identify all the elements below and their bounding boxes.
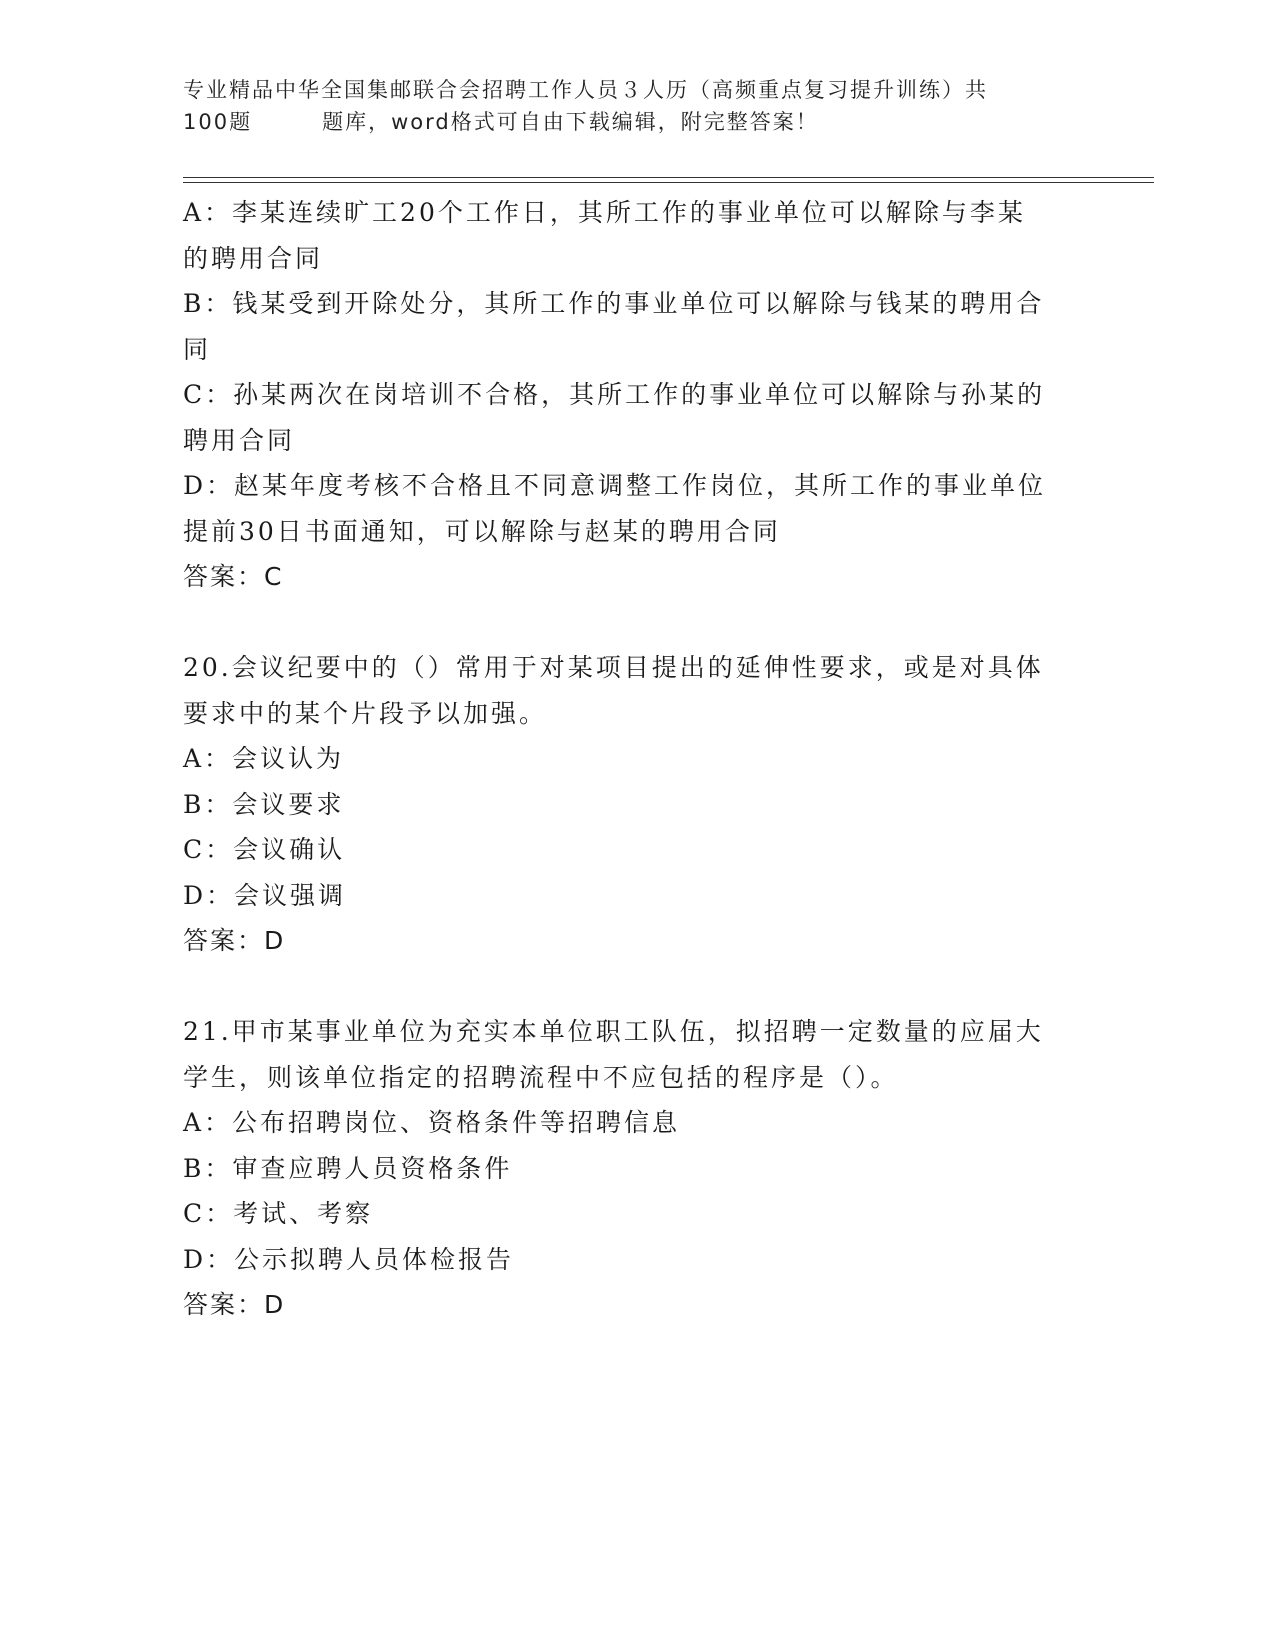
- option-c: C：孙某两次在岗培训不合格，其所工作的事业单位可以解除与孙某的: [183, 380, 1046, 409]
- header-count: 100题: [183, 110, 253, 134]
- option-a-cont: 的聘用合同: [183, 243, 324, 273]
- option-c-cont: 聘用合同: [183, 425, 296, 455]
- option-b: B：审查应聘人员资格条件: [183, 1153, 513, 1183]
- question-block-20: [183, 645, 1083, 964]
- header-divider-top: [183, 177, 1154, 178]
- option-c: C：考试、考察: [183, 1199, 374, 1228]
- option-b-cont: 同: [183, 334, 212, 364]
- option-b: B：钱某受到开除处分，其所工作的事业单位可以解除与钱某的聘用合: [183, 289, 1045, 318]
- question-stem: 21.甲市某事业单位为充实本单位职工队伍，拟招聘一定数量的应届大: [183, 1017, 1044, 1046]
- question-content: [183, 190, 1083, 1328]
- document-header: [183, 74, 1063, 138]
- question-block-21: [183, 1009, 1083, 1328]
- option-d-cont: 提前30日书面通知，可以解除与赵某的聘用合同: [183, 516, 781, 546]
- option-b: B：会议要求: [183, 789, 345, 819]
- answer: 答案：C: [183, 562, 284, 591]
- option-c: C：会议确认: [183, 835, 346, 864]
- answer: 答案：D: [183, 1290, 286, 1319]
- option-a: A：会议认为: [183, 744, 345, 773]
- answer: 答案：D: [183, 926, 286, 955]
- header-line-2: [183, 106, 1063, 138]
- header-divider-bottom: [183, 182, 1154, 183]
- option-d: D：赵某年度考核不合格且不同意调整工作岗位，其所工作的事业单位: [183, 471, 1047, 500]
- question-stem: 20.会议纪要中的（）常用于对某项目提出的延伸性要求，或是对具体: [183, 653, 1044, 682]
- option-d: D：会议强调: [183, 880, 347, 910]
- header-subtitle: 题库，word格式可自由下载编辑，附完整答案！: [322, 110, 819, 134]
- question-stem-cont: 要求中的某个片段予以加强。: [183, 698, 548, 728]
- option-d: D：公示拟聘人员体检报告: [183, 1244, 515, 1274]
- option-a: A：公布招聘岗位、资格条件等招聘信息: [183, 1108, 681, 1137]
- header-line-1: 专业精品中华全国集邮联合会招聘工作人员３人历（高频重点复习提升训练）共: [183, 78, 988, 102]
- option-a: A：李某连续旷工20个工作日，其所工作的事业单位可以解除与李某: [183, 198, 1026, 227]
- question-stem-cont: 学生，则该单位指定的招聘流程中不应包括的程序是（）。: [183, 1062, 899, 1092]
- question-block-19: [183, 190, 1083, 600]
